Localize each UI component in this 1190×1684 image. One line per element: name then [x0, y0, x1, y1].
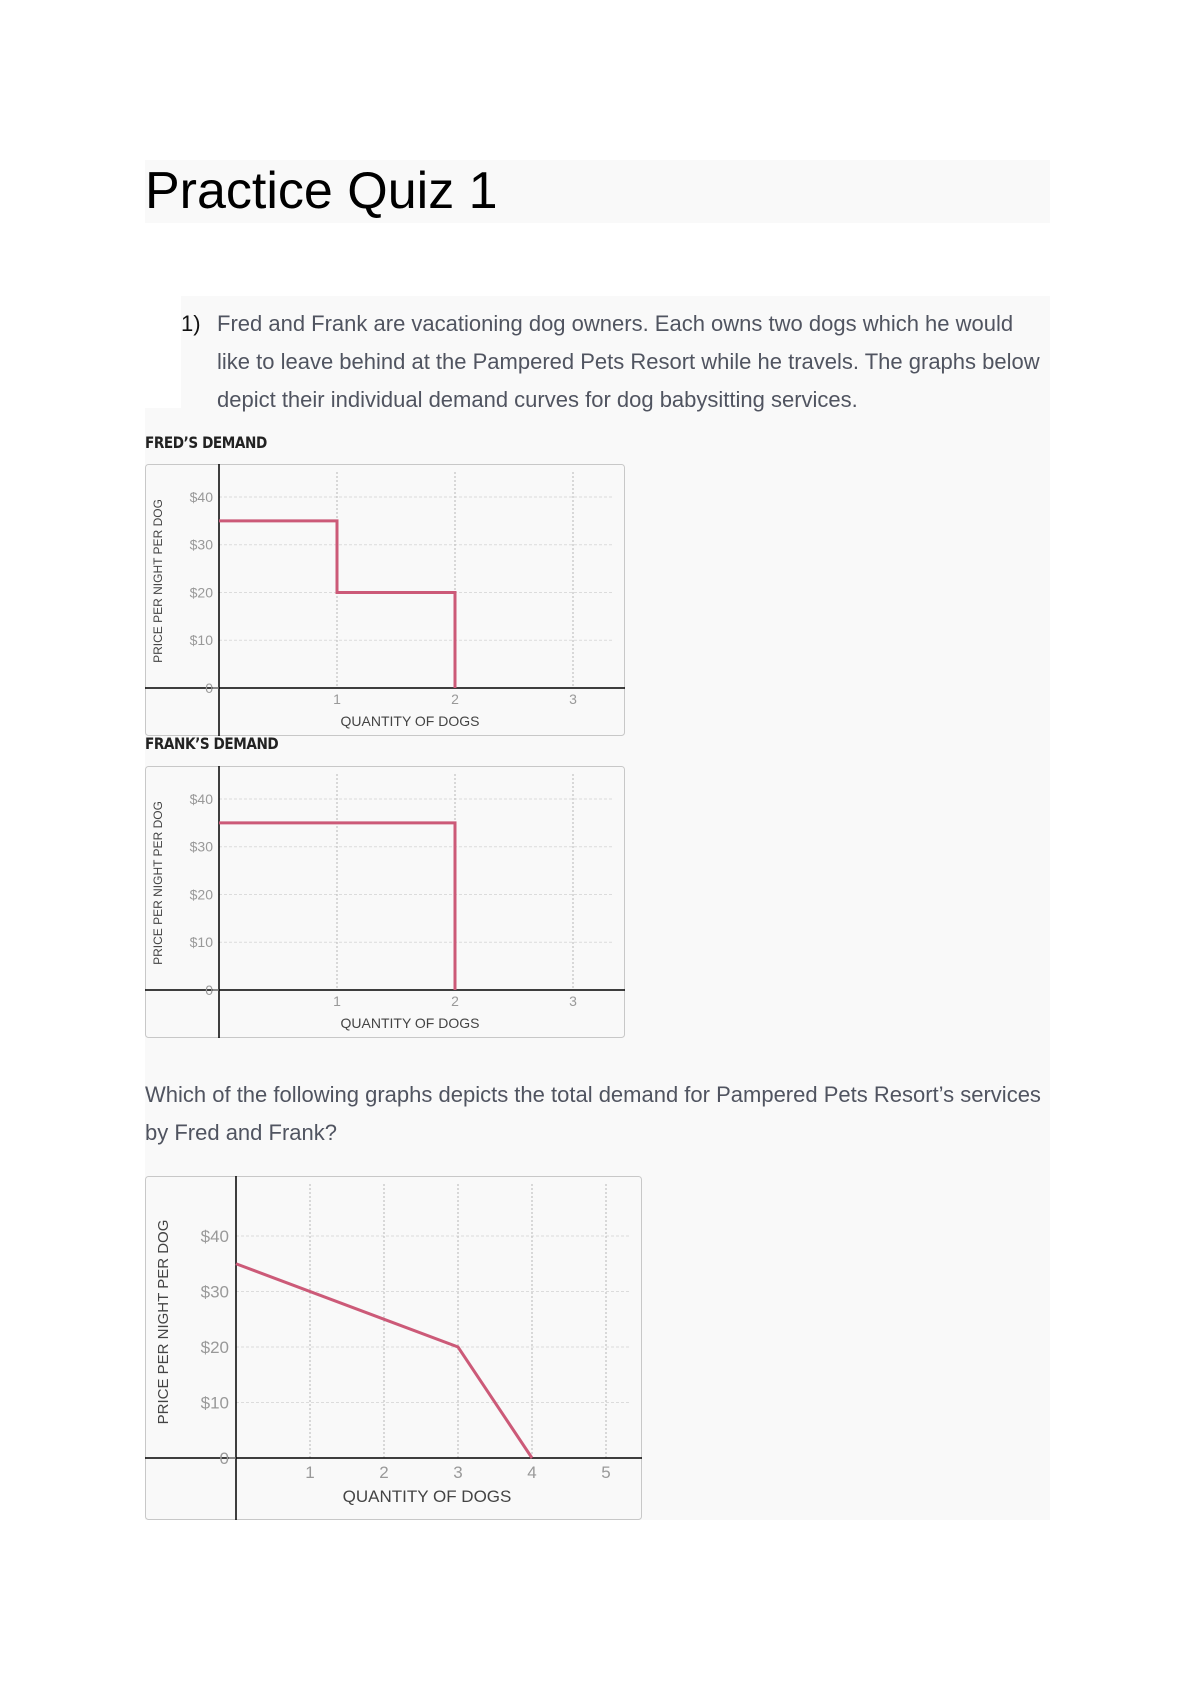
x-tick-label: 1 [305, 1463, 315, 1482]
x-axis-label: QUANTITY OF DOGS [340, 1015, 480, 1031]
y-axis-label: PRICE PER NIGHT PER DOG [151, 499, 165, 663]
follow-up-question: Which of the following graphs depicts the total demand for Pampered Pets Resort’s services by Fred and Frank? [145, 1082, 1041, 1145]
x-tick-label: 2 [451, 691, 459, 707]
x-tick-label: 3 [453, 1463, 463, 1482]
y-tick-label: $40 [200, 1226, 229, 1246]
x-axis-label: QUANTITY OF DOGS [342, 1487, 512, 1506]
chart-frame [146, 767, 625, 1038]
y-tick-label: $30 [189, 838, 213, 855]
fred-demand-chart [145, 464, 625, 736]
total-demand-chart [145, 1176, 642, 1520]
y-tick-label: $10 [200, 1393, 229, 1413]
y-tick-label: 0 [205, 679, 213, 696]
frank-chart-title: FRANK’S DEMAND [145, 734, 279, 753]
x-tick-label: 4 [527, 1463, 537, 1482]
y-tick-label: $10 [189, 934, 213, 951]
y-axis-label: PRICE PER NIGHT PER DOG [151, 801, 165, 965]
y-tick-label: $40 [189, 488, 213, 505]
y-tick-label: 0 [205, 981, 213, 998]
x-tick-label: 2 [451, 993, 459, 1009]
page-title: Practice Quiz 1 [145, 162, 498, 220]
y-tick-label: $10 [189, 632, 213, 649]
x-tick-label: 1 [333, 691, 341, 707]
frank-demand-chart [145, 766, 625, 1038]
y-tick-label: $40 [189, 790, 213, 807]
y-tick-label: $20 [200, 1337, 229, 1357]
y-axis-label: PRICE PER NIGHT PER DOG [155, 1219, 172, 1425]
chart-frame [146, 465, 625, 736]
y-tick-label: $20 [189, 886, 213, 903]
question-text: Fred and Frank are vacationing dog owners. Each owns two dogs which he would like to leave behind at the Pampered Pets Resort while he travels. The graphs below depict their individual demand curves for dog babysitting services. [217, 311, 1040, 412]
x-tick-label: 1 [333, 993, 341, 1009]
x-tick-label: 3 [569, 993, 577, 1009]
y-tick-label: $30 [200, 1282, 229, 1302]
question-number: 1) [181, 311, 201, 336]
x-tick-label: 5 [601, 1463, 611, 1482]
y-tick-label: $20 [189, 584, 213, 601]
x-tick-label: 2 [379, 1463, 389, 1482]
y-tick-label: 0 [219, 1448, 229, 1468]
x-tick-label: 3 [569, 691, 577, 707]
fred-chart-title: FRED’S DEMAND [145, 433, 267, 452]
x-axis-label: QUANTITY OF DOGS [340, 713, 480, 729]
y-tick-label: $30 [189, 536, 213, 553]
